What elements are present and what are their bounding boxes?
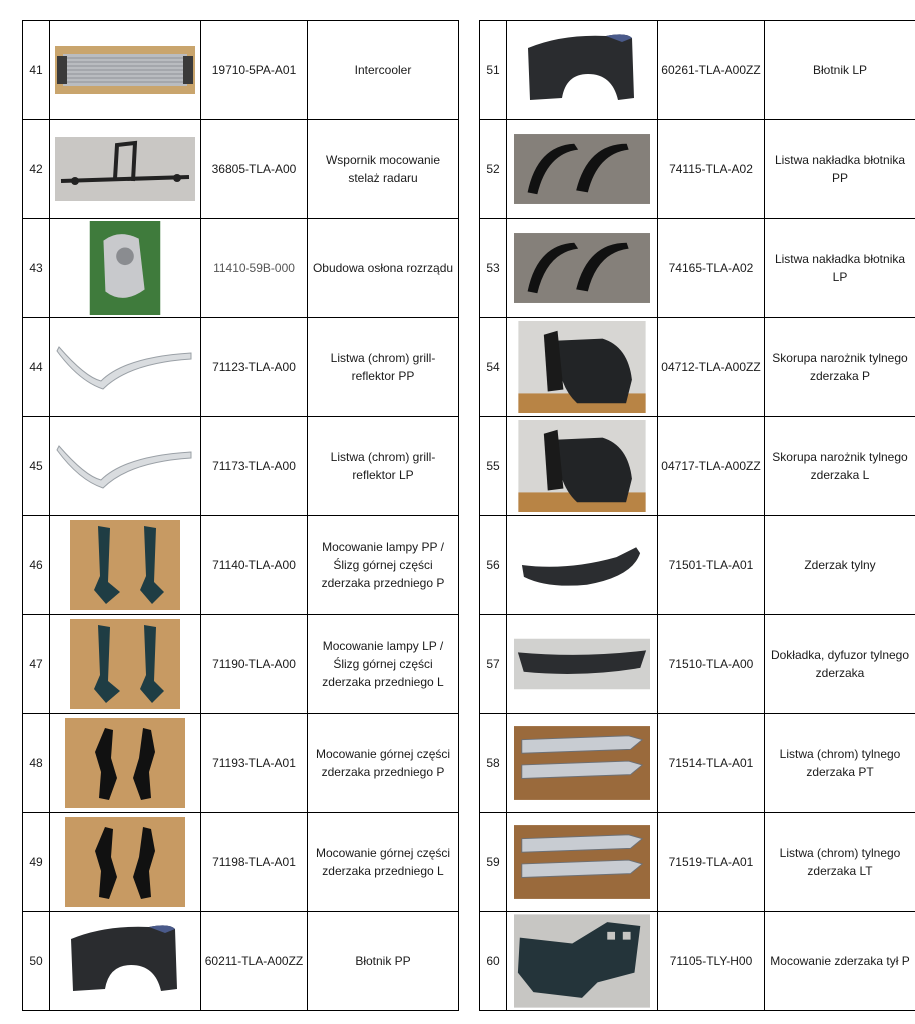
part-description: Obudowa osłona rozrządu [308,219,459,318]
part-code: 19710-5PA-A01 [201,21,308,120]
fender-flare-icon [514,232,650,304]
row-number: 43 [23,219,50,318]
row-number: 56 [480,516,507,615]
part-photo [507,417,658,516]
part-photo [50,219,201,318]
bumper-bracket-icon [65,817,185,907]
part-description: Dokładka, dyfuzor tylnego zderzaka [765,615,915,714]
chrome-strip-icon [55,337,195,397]
table-row [480,417,915,516]
row-number: 52 [480,120,507,219]
part-photo [50,714,201,813]
part-photo [507,219,658,318]
row-number: 50 [23,912,50,1011]
part-photo [50,813,201,912]
part-photo [507,318,658,417]
row-number: 58 [480,714,507,813]
bumper-corner-icon [518,321,646,413]
part-code: 11410-59B-000 [201,219,308,318]
part-code: 60261-TLA-A00ZZ [658,21,765,120]
part-photo [507,714,658,813]
part-code: 74165-TLA-A02 [658,219,765,318]
right-parts-table [479,20,915,1011]
bumper-mount-icon [514,914,650,1008]
part-photo [507,615,658,714]
table-row [23,21,459,120]
row-number: 45 [23,417,50,516]
table-row [23,615,459,714]
part-photo [50,516,201,615]
table-row [480,120,915,219]
table-row [23,516,459,615]
part-description: Listwa (chrom) tylnego zderzaka LT [765,813,915,912]
row-number: 48 [23,714,50,813]
row-number: 54 [480,318,507,417]
rear-chrome-strip-icon [514,825,650,899]
table-row [480,219,915,318]
part-code: 71190-TLA-A00 [201,615,308,714]
table-row [23,912,459,1011]
part-description: Mocowanie zderzaka tył P [765,912,915,1011]
part-code: 71198-TLA-A01 [201,813,308,912]
row-number: 41 [23,21,50,120]
left-parts-table [22,20,459,1011]
row-number: 55 [480,417,507,516]
part-photo [507,516,658,615]
table-row [480,912,915,1011]
table-row [480,516,915,615]
row-number: 46 [23,516,50,615]
part-description: Wspornik mocowanie stelaż radaru [308,120,459,219]
table-row [480,21,915,120]
part-code: 71193-TLA-A01 [201,714,308,813]
part-description: Błotnik LP [765,21,915,120]
part-description: Mocowanie górnej części zderzaka przedniego L [308,813,459,912]
row-number: 60 [480,912,507,1011]
table-row [23,219,459,318]
part-code: 71501-TLA-A01 [658,516,765,615]
part-photo [50,912,201,1011]
part-photo [507,21,658,120]
part-code: 74115-TLA-A02 [658,120,765,219]
intercooler-icon [55,46,195,94]
bumper-corner-icon [518,420,646,512]
part-photo [507,912,658,1011]
part-code: 71514-TLA-A01 [658,714,765,813]
part-description: Listwa nakładka błotnika PP [765,120,915,219]
chrome-strip-icon [55,436,195,496]
table-row [23,318,459,417]
lamp-bracket-icon [70,619,180,709]
part-code: 71140-TLA-A00 [201,516,308,615]
fender-flare-icon [514,133,650,205]
row-number: 53 [480,219,507,318]
part-photo [507,120,658,219]
part-description: Skorupa narożnik tylnego zderzaka L [765,417,915,516]
fender-icon [522,28,642,112]
table-row [480,318,915,417]
part-photo [50,417,201,516]
row-number: 42 [23,120,50,219]
row-number: 44 [23,318,50,417]
row-number: 57 [480,615,507,714]
part-description: Listwa (chrom) tylnego zderzaka PT [765,714,915,813]
part-code: 04712-TLA-A00ZZ [658,318,765,417]
part-code: 71105-TLY-H00 [658,912,765,1011]
part-description: Listwa (chrom) grill-reflektor LP [308,417,459,516]
part-description: Skorupa narożnik tylnego zderzaka P [765,318,915,417]
table-row [480,714,915,813]
table-row [480,615,915,714]
part-description: Listwa nakładka błotnika LP [765,219,915,318]
diffuser-icon [514,638,650,690]
part-description: Mocowanie górnej części zderzaka przedniego P [308,714,459,813]
rear-bumper-icon [518,537,646,593]
part-photo [50,318,201,417]
part-photo [50,120,201,219]
part-description: Zderzak tylny [765,516,915,615]
part-description: Mocowanie lampy LP / Ślizg górnej części zderzaka przedniego L [308,615,459,714]
bumper-bracket-icon [65,718,185,808]
part-description: Intercooler [308,21,459,120]
part-photo [507,813,658,912]
row-number: 59 [480,813,507,912]
part-code: 60211-TLA-A00ZZ [201,912,308,1011]
part-description: Błotnik PP [308,912,459,1011]
part-photo [50,615,201,714]
part-code: 04717-TLA-A00ZZ [658,417,765,516]
table-row [23,417,459,516]
part-photo [50,21,201,120]
part-code: 36805-TLA-A00 [201,120,308,219]
part-code: 71123-TLA-A00 [201,318,308,417]
table-row [23,714,459,813]
part-code: 71519-TLA-A01 [658,813,765,912]
rear-chrome-strip-icon [514,726,650,800]
table-row [23,120,459,219]
row-number: 47 [23,615,50,714]
row-number: 51 [480,21,507,120]
fender-icon [65,919,185,1003]
radar-bracket-icon [55,137,195,201]
part-code: 71173-TLA-A00 [201,417,308,516]
table-row [480,813,915,912]
part-code: 71510-TLA-A00 [658,615,765,714]
lamp-bracket-icon [70,520,180,610]
table-row [23,813,459,912]
timing-cover-icon [89,221,161,315]
row-number: 49 [23,813,50,912]
part-description: Mocowanie lampy PP / Ślizg górnej części zderzaka przedniego P [308,516,459,615]
part-description: Listwa (chrom) grill-reflektor PP [308,318,459,417]
